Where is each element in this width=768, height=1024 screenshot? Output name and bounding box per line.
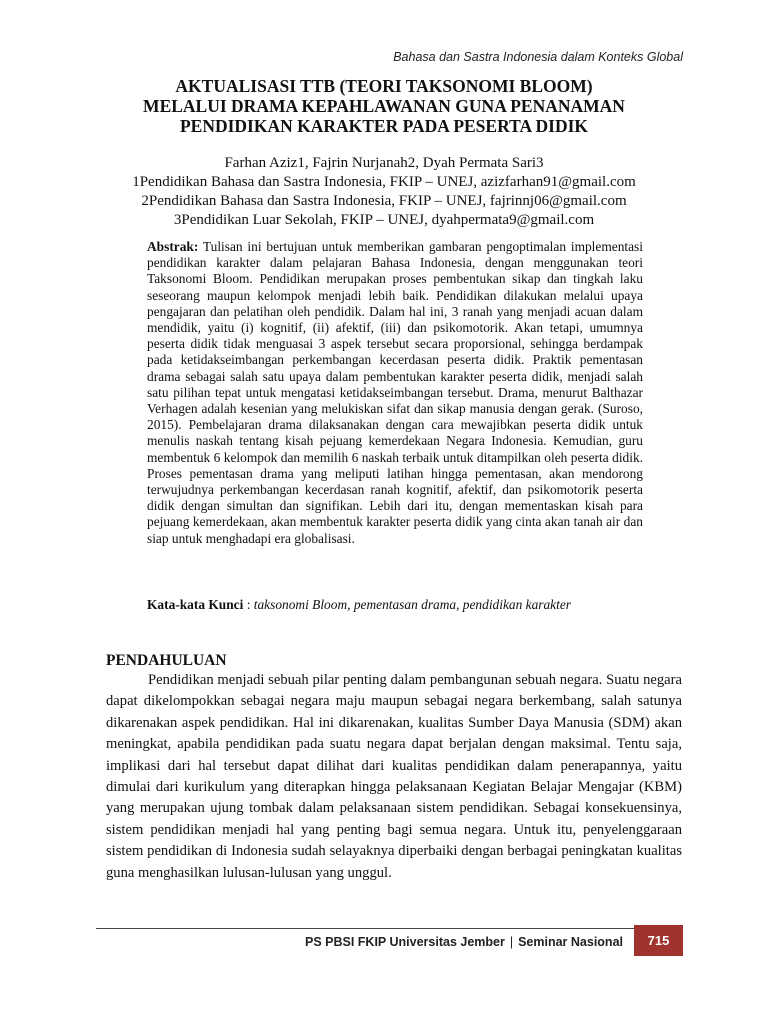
footer-institution: PS PBSI FKIP Universitas Jember [304, 935, 505, 949]
body-paragraph: Pendidikan menjadi sebuah pilar penting dalam pembangunan sebuah negara. Suatu negara dapat dikelompokkan sebagai negara maju maupun sebagai negara berkembang, salah satunya dikarenakan aspek pendidikan. Hal ini dikarenakan, kualitas Sumber Daya Manusia (SDM) akan meningkat, apabila pendidikan pada suatu negara dapat berjalan dengan maksimal. Tentu saja, implikasi dari hal tersebut dapat dilihat dari kualitas pendidikan dalam penerapannya, yaitu dimulai dari kurikulum yang diterapkan hingga pelaksanaan Kegiatan Belajar Mengajar (KBM) yang merupakan ujung tombak dalam pelaksanaan sistem pendidikan. Sebagai konsekuensinya, sistem pendidikan menjadi hal yang penting bagi semua negara. Untuk itu, penyelenggaraan sistem pendidikan di Indonesia sudah selayaknya diperbaiki dengan berbagai peningkatan kualitas guna menghasilkan lulusan-lulusan yang unggul. [106, 672, 682, 881]
author-block [80, 154, 688, 230]
abstract [147, 239, 643, 547]
keywords-label: Kata-kata Kunci [147, 597, 244, 612]
footer [305, 935, 623, 949]
author-names: Farhan Aziz1, Fajrin Nurjanah2, Dyah Permata Sari3 [224, 155, 544, 171]
abstract-text: Tulisan ini bertujuan untuk memberikan gambaran pengoptimalan implementasi pendidikan karakter dalam pelajaran Bahasa Indonesia, dengan menggunakan teori Taksonomi Bloom. Pendidikan merupakan proses pembentukan sikap dan tingkah laku seseorang maupun kelompok menjadi lebih baik. Pendidikan dilakukan melalui upaya pengajaran dan pelatihan oleh pendidik. Dalam hal ini, 3 ranah yang menjadi acuan dalam mendidik, yaitu (i) kognitif, (ii) afektif, (iii) dan psikomotorik. Akan tetapi, umumnya peserta didik tidak menguasai 3 aspek tersebut secara proporsional, sehingga berdampak pada ketidakseimbangan perkembangan kecerdasan peserta didik. Praktik pementasan drama sebagai salah satu upaya dalam pembentukan karakter peserta didik, menjadi salah satu pilihan tepat untuk mengatasi ketidakseimbangan tersebut. Drama, menurut Balthazar Verhagen adalah kesenian yang melukiskan sifat dan sikap manusia dengan gerak. (Suroso, 2015). Pembelajaran drama dilaksanakan dengan cara mewajibkan peserta didik untuk menulis naskah tentang kisah pejuang kemerdekaan Negara Indonesia. Kemudian, guru membentuk 6 kelompok dan memilih 6 naskah terbaik untuk ditampilkan oleh peserta didik. Proses pementasan drama yang meliputi latihan hingga pementasan, akan mendorong terwujudnya perkembangan kecerdasan ranah kognitif, afektif, dan psikomotorik peserta didik dengan simultan dan signifikan. Lebih dari itu, dengan mementaskan kisah para pejuang kemerdekaan, akan membentuk karakter peserta didik yang cinta akan tanah air dan siap untuk menghadapi era globalisasi. [147, 239, 643, 546]
affiliation-line: 3Pendidikan Luar Sekolah, FKIP – UNEJ, dyahpermata9@gmail.com [173, 212, 595, 228]
section-heading: PENDAHULUAN [106, 652, 227, 669]
title-line: MELALUI DRAMA KEPAHLAWANAN GUNA PENANAMAN [143, 96, 625, 116]
title-line: PENDIDIKAN KARAKTER PADA PESERTA DIDIK [179, 116, 589, 136]
paper-title [80, 76, 688, 136]
affiliation-line: 2Pendidikan Bahasa dan Sastra Indonesia, FKIP – UNEJ, fajrinnj06@gmail.com [141, 193, 627, 209]
footer-event: Seminar Nasional [518, 935, 623, 949]
keywords-text: taksonomi Bloom, pementasan drama, pendidikan karakter [253, 597, 572, 612]
footer-divider [96, 928, 634, 929]
title-line: AKTUALISASI TTB (TEORI TAKSONOMI BLOOM) [175, 76, 593, 96]
abstract-label: Abstrak: [147, 239, 199, 254]
affiliation-line: 1Pendidikan Bahasa dan Sastra Indonesia, FKIP – UNEJ, azizfarhan91@gmail.com [132, 174, 636, 190]
footer-separator: | [509, 935, 514, 949]
keywords-separator: : [243, 597, 254, 612]
running-header: Bahasa dan Sastra Indonesia dalam Konteks Global [393, 50, 683, 64]
page-number: 715 [634, 925, 683, 956]
keywords [147, 597, 667, 613]
